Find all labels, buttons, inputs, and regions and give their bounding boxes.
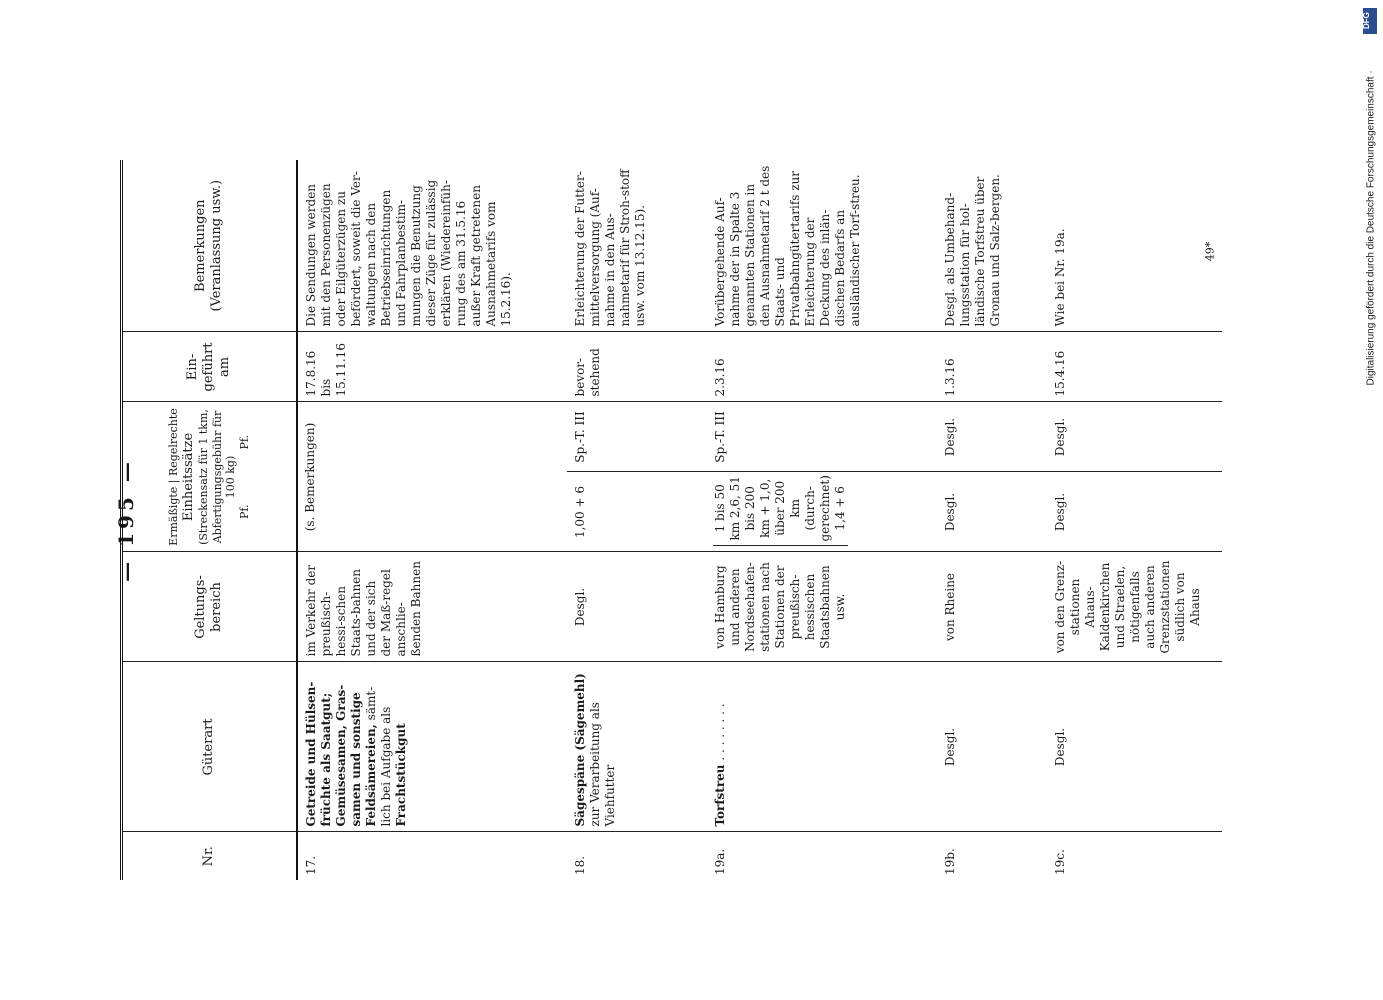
cell-bemerkungen: Wie bei Nr. 19a. [1047,160,1222,332]
cell-geltungsbereich: im Verkehr der preußisch-hessi-schen Staats-bahnen und der sich der Maß-regel anschlie-ßenden Bahnen [297,552,567,662]
header-einheitssaetze-label: Einheitssätze [180,432,196,522]
cell-regelrecht: Desgl. [1047,402,1222,472]
cell-eingefuehrt: 17.8.16 bis 15.11.16 [297,332,567,402]
header-ermaessigte: Ermäßigte [166,486,180,546]
table-row [297,160,567,880]
cell-nr: 18. [572,855,587,875]
header-nr: Nr. [122,832,297,880]
gueterart-bold: Sägespäne (Sägemehl) [572,673,587,827]
gueterart-text: zur Verarbeitung als Viehfutter [587,702,617,827]
header-pf-units [238,407,252,546]
cell-bemerkungen: Erleichterung der Futter-mittelversorgung (Auf-nahme in den Aus-nahmetarif für Stroh-stoff usw. vom 13.12.15). [567,160,707,332]
header-streckensatz: (Streckensatz für 1 tkm, Abfertigungsgebühr für 100 kg) [196,409,238,545]
rotated-page [114,160,1220,880]
gueterart-bold: Torfstreu [712,764,727,827]
gueterart-text: sämt-lich bei Aufgabe als [363,686,393,827]
cell-regelrecht: Sp.-T. III [567,402,707,472]
header-pf-regelrecht: Pf. [238,434,251,450]
cell-eingefuehrt: bevor-stehend [567,332,707,402]
dfg-logo-icon: DFG [1363,8,1377,34]
cell-geltungsbereich: von Hamburg und anderen Nordseehafen-stationen nach Stationen der preußisch-hessischen Staatsbahnen usw. [707,552,937,662]
cell-gueterart: Desgl. [937,662,1047,832]
tariff-table [120,160,1222,880]
table-row [1047,160,1222,880]
cell-eingefuehrt: 2.3.16 [707,332,937,402]
cell-eingefuehrt: 15.4.16 [1047,332,1222,402]
cell-einheitssaetze: (s. Bemerkungen) [297,402,567,552]
cell-nr: 19a. [712,848,727,875]
header-regelrechte: Regelrechte [166,408,180,476]
header-bemerkungen: Bemerkungen (Veranlassung usw.) [122,160,297,332]
cell-ermaessigt [707,472,937,552]
header-ermaessigte-regelrechte: Ermäßigte | Regelrechte [166,408,180,546]
digitization-note-text: Digitalisierung gefördert durch die Deutsche Forschungsgemeinschaft · [1365,70,1377,386]
ermaessigt-staffel: 1 bis 50 km 2,6, 51 bis 200 km + 1,0, über 200 km (durch-gerechnet) 1,4 + 6 [713,475,848,546]
cell-nr: 19c. [1052,849,1067,875]
gueterart-bold: Getreide und Hülsen-früchte als Saatgut; Gemüsesamen, Gras-samen und sonstige Feldsämereien, [303,681,378,827]
cell-gueterart [567,662,707,832]
cell-bemerkungen: Vorübergehende Auf-nahme der in Spalte 3 genannten Stationen in den Ausnahmetarif 2 t des Staats- und Privatbahngütertarifs zur Erleichterung der Deckung des inlän-dischen Bedarfs an ausländischer Torf-streu. [707,160,937,332]
digitization-note [1361,10,1375,390]
signature-mark: 49* [1203,241,1217,262]
gueterart-text: . . . . . . . . [712,703,727,761]
header-gueterart: Güterart [122,662,297,832]
cell-ermaessigt: Desgl. [1047,472,1222,552]
table-row [937,160,1047,880]
header-pf-ermaessigt: Pf. [238,504,251,520]
cell-bemerkungen: Die Sendungen werden mit den Personenzügen oder Eilgüterzügen zu befördert, soweit die Ver-waltungen nach den Betriebseinrichtungen und Fahrplanbestim-mungen die Benutzung dieser Züge für zulässig erklären (Wiedereinfüh-rung des am 31.5.16 außer Kraft getretenen Ausnahmetarifs vom 15.2.16). [297,160,567,332]
cell-eingefuehrt: 1.3.16 [937,332,1047,402]
cell-nr: 17. [303,855,318,875]
cell-ermaessigt: Desgl. [937,472,1047,552]
cell-geltungsbereich: von Rheine [937,552,1047,662]
table-row [707,160,937,880]
cell-nr: 19b. [942,848,957,875]
header-geltungsbereich: Geltungs-bereich [122,552,297,662]
cell-ermaessigt: 1,00 + 6 [567,472,707,552]
table-row [567,160,707,880]
cell-bemerkungen: Desgl. als Umbehand-lungsstation für hol-ländische Torfstreu über Gronau und Salz-bergen. [937,160,1047,332]
cell-regelrecht: Desgl. [937,402,1047,472]
cell-geltungsbereich: Desgl. [567,552,707,662]
gueterart-bold-2: Frachtstückgut [393,723,408,827]
cell-regelrecht: Sp.-T. III [707,402,937,472]
header-einheitssaetze [122,402,297,552]
cell-geltungsbereich: von den Grenz-stationen Ahaus-Kaldenkirchen und Straelen, nötigenfalls auch anderen Grenzstationen südlich von Ahaus [1047,552,1222,662]
cell-gueterart: Desgl. [1047,662,1222,832]
cell-gueterart [707,662,937,832]
cell-gueterart [297,662,567,832]
page-number: — 195 — [114,458,138,582]
header-eingefuehrt: Ein-geführt am [122,332,297,402]
